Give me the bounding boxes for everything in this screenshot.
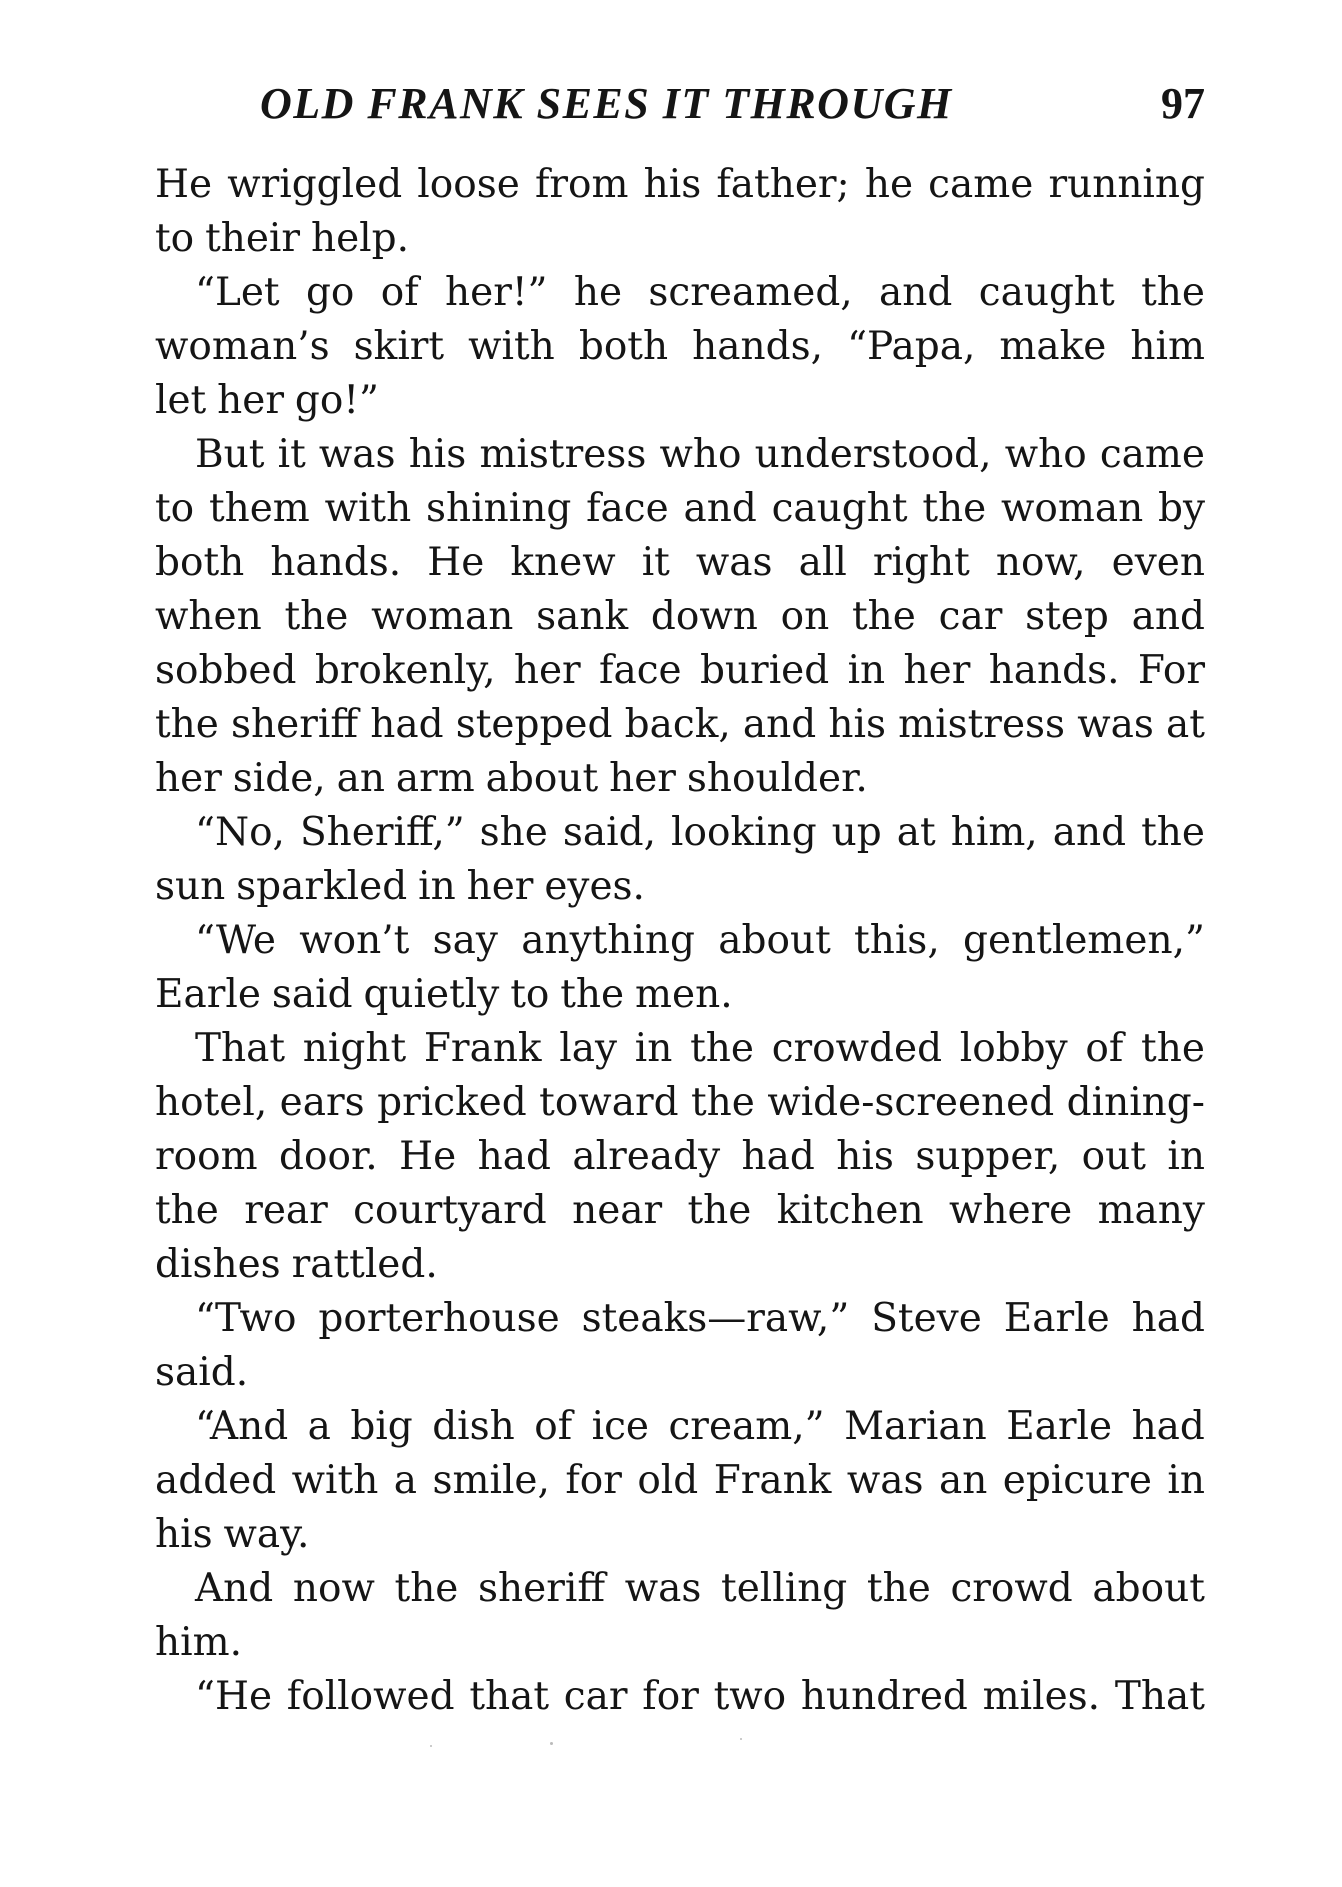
word: at <box>896 810 936 855</box>
text-line <box>155 968 1205 1022</box>
word: was <box>695 540 773 585</box>
word: had <box>477 1134 551 1179</box>
word: Earle <box>155 972 261 1017</box>
word: and <box>879 270 953 315</box>
word: He <box>399 1134 457 1179</box>
word: his <box>643 162 702 207</box>
text-line <box>155 1346 1205 1400</box>
word: That <box>1114 1674 1205 1719</box>
word: followed <box>286 1674 455 1719</box>
word: old <box>637 1458 699 1503</box>
text-line <box>155 860 1205 914</box>
word: the <box>155 702 219 747</box>
text-line <box>155 1184 1205 1238</box>
word: came <box>1099 432 1205 477</box>
word: he <box>864 162 914 207</box>
word: with <box>468 324 555 369</box>
word: sun <box>155 864 226 909</box>
body-text <box>155 158 1205 1724</box>
word: a <box>307 1404 331 1449</box>
scan-speck <box>550 1742 553 1745</box>
word: “And <box>195 1404 289 1449</box>
word: for <box>642 1674 699 1719</box>
word: sheriff <box>231 702 359 747</box>
word: “Papa, <box>847 324 976 369</box>
word: from <box>534 162 629 207</box>
word: knew <box>510 540 616 585</box>
word: in <box>847 648 886 693</box>
word: way. <box>223 1512 310 1557</box>
word: the <box>284 594 349 639</box>
text-line <box>155 1508 1205 1562</box>
word: his <box>836 1134 894 1179</box>
word: his <box>408 432 467 477</box>
word: woman <box>371 594 514 639</box>
word: sobbed <box>155 648 297 693</box>
word: to <box>510 972 550 1017</box>
word: the <box>560 972 625 1017</box>
word: them <box>208 486 310 531</box>
text-line <box>155 698 1205 752</box>
word: about <box>718 918 831 963</box>
word: dish <box>432 1404 515 1449</box>
word: help. <box>310 216 410 261</box>
word: and <box>683 486 757 531</box>
word: her <box>609 756 676 801</box>
word: was <box>318 432 396 477</box>
word: He <box>155 162 213 207</box>
word: Earle <box>1003 1296 1110 1341</box>
word: gentlemen,” <box>963 918 1205 963</box>
word: say <box>432 918 498 963</box>
word: hands, <box>692 324 824 369</box>
word: “Two <box>195 1296 297 1341</box>
word: crowded <box>771 1026 943 1071</box>
word: the <box>866 1566 931 1611</box>
word: she <box>479 810 548 855</box>
word: But <box>195 432 265 477</box>
word: big <box>350 1404 413 1449</box>
word: the <box>155 1188 219 1233</box>
word: let <box>155 378 207 423</box>
word: “We <box>195 918 277 963</box>
word: down <box>650 594 758 639</box>
text-line <box>155 1238 1205 1292</box>
word: his <box>155 1512 213 1557</box>
word: the <box>1141 270 1205 315</box>
word: loose <box>417 162 520 207</box>
word: mistress <box>898 702 1066 747</box>
word: her!” <box>445 270 548 315</box>
word: And <box>195 1566 274 1611</box>
word: porterhouse <box>318 1296 560 1341</box>
word: his <box>828 702 886 747</box>
word: for <box>565 1458 622 1503</box>
word: the <box>687 1188 752 1233</box>
text-line <box>155 1562 1205 1616</box>
word: in <box>418 864 456 909</box>
word: face <box>599 648 682 693</box>
word: with <box>291 1458 379 1503</box>
scan-speck <box>740 1738 742 1740</box>
word: make <box>999 324 1107 369</box>
word: woman <box>1001 486 1144 531</box>
word: out <box>1081 1134 1146 1179</box>
word: car <box>938 594 1003 639</box>
word: hands. <box>988 648 1120 693</box>
word: “He <box>195 1674 273 1719</box>
word: her <box>155 756 222 801</box>
word: anything <box>521 918 695 963</box>
word: at <box>1166 702 1205 747</box>
word: where <box>948 1188 1073 1233</box>
word: That <box>195 1026 286 1071</box>
word: said <box>271 972 353 1017</box>
word: side, <box>232 756 326 801</box>
word: wide-screened <box>767 1080 1055 1125</box>
word: mistress <box>479 432 647 477</box>
word: shoulder. <box>686 756 868 801</box>
text-line <box>155 266 1205 320</box>
word: their <box>205 216 301 261</box>
word: quietly <box>363 972 500 1017</box>
word: by <box>1158 486 1205 531</box>
word: on <box>780 594 830 639</box>
word: smile, <box>432 1458 550 1503</box>
word: skirt <box>353 324 445 369</box>
word: wriggled <box>227 162 403 207</box>
page-number: 97 <box>1161 79 1205 128</box>
word: He <box>427 540 485 585</box>
text-line <box>155 644 1205 698</box>
word: back, <box>624 702 731 747</box>
word: the <box>1141 810 1205 855</box>
word: understood, <box>754 432 992 477</box>
word: all <box>798 540 847 585</box>
word: telling <box>721 1566 848 1611</box>
text-line <box>155 914 1205 968</box>
word: “Let <box>195 270 280 315</box>
text-line <box>155 158 1205 212</box>
word: an <box>336 756 385 801</box>
word: hotel, <box>155 1080 268 1125</box>
text-line <box>155 1616 1205 1670</box>
word: dishes <box>155 1242 281 1287</box>
word: courtyard <box>353 1188 547 1233</box>
word: go <box>305 270 355 315</box>
word: of <box>534 1404 573 1449</box>
text-line <box>155 1670 1205 1724</box>
word: the <box>851 594 916 639</box>
word: him <box>1130 324 1205 369</box>
text-line <box>155 1292 1205 1346</box>
word: the <box>394 1566 459 1611</box>
word: came <box>928 162 1034 207</box>
word: now, <box>995 540 1086 585</box>
word: of <box>380 270 419 315</box>
word: won’t <box>299 918 410 963</box>
word: it <box>641 540 670 585</box>
word: and <box>742 702 817 747</box>
word: when <box>155 594 262 639</box>
word: him. <box>155 1620 242 1665</box>
word: stepped <box>455 702 613 747</box>
text-line <box>155 1022 1205 1076</box>
word: screamed, <box>648 270 853 315</box>
word: near <box>572 1188 663 1233</box>
text-line <box>155 320 1205 374</box>
text-line <box>155 590 1205 644</box>
word: looking <box>671 810 817 855</box>
word: the <box>691 1080 755 1125</box>
text-line <box>155 536 1205 590</box>
word: sparkled <box>236 864 408 909</box>
word: to <box>155 216 195 261</box>
word: a <box>393 1458 418 1503</box>
word: kitchen <box>776 1188 924 1233</box>
word: up <box>831 810 882 855</box>
word: go!” <box>294 378 379 423</box>
word: door. <box>279 1134 378 1179</box>
running-head <box>155 78 1205 138</box>
word: him, <box>950 810 1038 855</box>
word: two <box>713 1674 787 1719</box>
word: who <box>1004 432 1087 477</box>
word: crowd <box>950 1566 1073 1611</box>
word: had <box>741 1134 815 1179</box>
word: with <box>324 486 412 531</box>
word: buried <box>699 648 830 693</box>
word: an <box>938 1458 988 1503</box>
word: supper, <box>915 1134 1061 1179</box>
word: “No, <box>195 810 285 855</box>
word: was <box>1077 702 1154 747</box>
word: step <box>1025 594 1109 639</box>
word: of <box>1085 1026 1124 1071</box>
text-line <box>155 212 1205 266</box>
word: sank <box>536 594 629 639</box>
word: arm <box>395 756 475 801</box>
word: steaks—raw,” <box>581 1296 850 1341</box>
text-line <box>155 1130 1205 1184</box>
word: miles. <box>982 1674 1101 1719</box>
word: shining <box>426 486 572 531</box>
word: Steve <box>871 1296 982 1341</box>
word: running <box>1048 162 1205 207</box>
word: Earle <box>1006 1404 1113 1449</box>
word: hands. <box>270 540 402 585</box>
word: in <box>1167 1458 1205 1503</box>
word: eyes. <box>544 864 645 909</box>
word: about <box>1092 1566 1205 1611</box>
text-line <box>155 1076 1205 1130</box>
word: had <box>370 702 444 747</box>
word: caught <box>771 486 908 531</box>
word: her <box>513 648 581 693</box>
word: toward <box>539 1080 679 1125</box>
scan-speck <box>430 1745 432 1747</box>
word: both <box>155 540 245 585</box>
word: the <box>922 486 987 531</box>
word: pricked <box>377 1080 527 1125</box>
word: men. <box>635 972 733 1017</box>
word: Sheriff,” <box>299 810 465 855</box>
word: the <box>690 1026 754 1071</box>
word: her <box>466 864 534 909</box>
running-head-title: OLD FRANK SEES IT THROUGH <box>260 79 953 128</box>
word: her <box>903 648 971 693</box>
text-line <box>155 752 1205 806</box>
word: woman’s <box>155 324 330 369</box>
word: both <box>578 324 669 369</box>
word: father; <box>716 162 850 207</box>
word: For <box>1137 648 1205 693</box>
word: night <box>302 1026 407 1071</box>
word: rattled. <box>291 1242 438 1287</box>
word: right <box>872 540 970 585</box>
word: room <box>155 1134 258 1179</box>
word: this, <box>854 918 940 963</box>
word: was <box>846 1458 924 1503</box>
word: said. <box>155 1350 249 1395</box>
word: it <box>277 432 306 477</box>
word: Frank <box>713 1458 832 1503</box>
word: already <box>572 1134 721 1179</box>
word: he <box>573 270 623 315</box>
word: lay <box>559 1026 618 1071</box>
word: now <box>292 1566 375 1611</box>
word: face <box>586 486 669 531</box>
word: added <box>155 1458 277 1503</box>
word: and <box>1131 594 1205 639</box>
word: said, <box>562 810 657 855</box>
word: Marian <box>844 1404 987 1449</box>
word: had <box>1131 1404 1205 1449</box>
word: Frank <box>423 1026 542 1071</box>
word: was <box>624 1566 702 1611</box>
word: lobby <box>959 1026 1068 1071</box>
word: caught <box>978 270 1115 315</box>
word: dining- <box>1066 1080 1205 1125</box>
word: and <box>1052 810 1127 855</box>
text-line <box>155 428 1205 482</box>
text-line <box>155 1400 1205 1454</box>
word: sheriff <box>478 1566 606 1611</box>
word: in <box>1167 1134 1205 1179</box>
word: that <box>469 1674 550 1719</box>
word: many <box>1097 1188 1205 1233</box>
word: to <box>155 486 195 531</box>
text-line <box>155 1454 1205 1508</box>
word: about <box>485 756 599 801</box>
word: epicure <box>1002 1458 1152 1503</box>
text-line <box>155 374 1205 428</box>
word: brokenly, <box>314 648 496 693</box>
word: had <box>1131 1296 1205 1341</box>
word: car <box>563 1674 628 1719</box>
word: rear <box>244 1188 328 1233</box>
word: who <box>659 432 742 477</box>
text-line <box>155 482 1205 536</box>
word: her <box>217 378 284 423</box>
word: even <box>1111 540 1205 585</box>
word: the <box>1141 1026 1205 1071</box>
word: hundred <box>800 1674 968 1719</box>
word: cream,” <box>668 1404 825 1449</box>
word: ice <box>591 1404 650 1449</box>
text-line <box>155 806 1205 860</box>
word: in <box>634 1026 673 1071</box>
word: ears <box>279 1080 365 1125</box>
